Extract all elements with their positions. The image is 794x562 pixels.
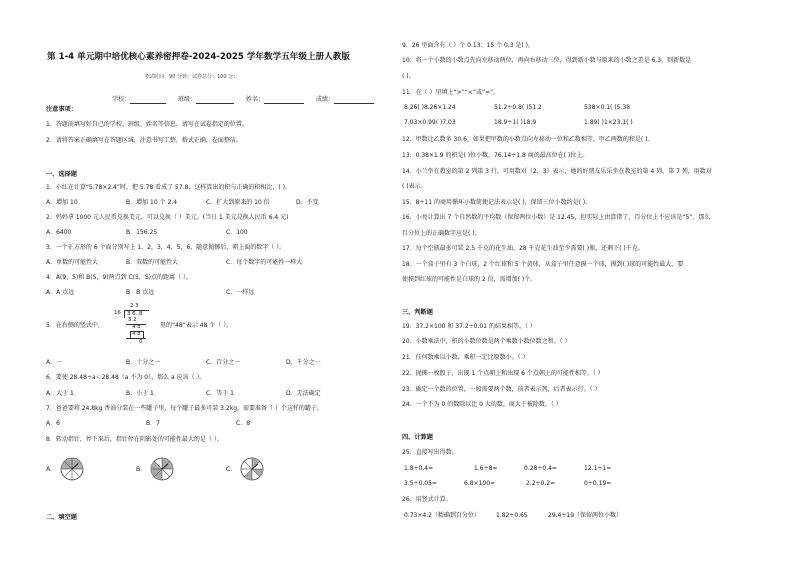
q7-option-a: A．6 <box>46 420 60 427</box>
notes-title: 注意事项： <box>46 106 77 113</box>
q2-option-c: C．100 <box>226 229 248 236</box>
question-17: 17．每个空瓶最多可装 2.5 千克的花生油，28 千克花生油至少需要( )瓶，还剩下( )千克。 <box>402 245 644 252</box>
question-3: 3．一个正方形的 6 个面分别写上 1，2，3，4，5，6，随意抛掷后，朝上面的数字（ ）。 <box>46 244 286 251</box>
q25-item-8: 0÷0.19= <box>584 480 612 487</box>
q25-item-3: 0.28÷0.4= <box>524 465 557 472</box>
q5-option-b: B．十分之一 <box>126 359 161 366</box>
question-15: 15．8÷11 的商用循环小数简便记法表示是( )，保留三位小数约是( )。 <box>402 199 592 206</box>
question-9: 9．26 里面含有（ ）个 0.13；15 个 0.3 是( )。 <box>402 42 535 49</box>
q3-option-b: B．双数的可能性大 <box>126 259 179 266</box>
question-11: 11．在（ ）里填上“>”“<”或“=”。 <box>402 89 500 96</box>
section4-title: 四、计算题 <box>402 434 433 441</box>
q3-option-a: A．单数的可能性大 <box>46 259 99 266</box>
question-16-line1: 16．小亮计算出 7 个自然数的平均数（保留两位小数）是 12.45，但实际上由算错了，百分位上不应该是“5”。那么 <box>402 214 711 221</box>
q11-item-3: 538×0.1( )5.38 <box>584 104 630 111</box>
q5-option-d: D．千分之一 <box>286 359 321 366</box>
vd-dividend: 3 6. 8 <box>124 310 149 318</box>
q25-item-7: 2.2÷0.2= <box>526 480 556 487</box>
question-16-line2: 百分位上的正确数字应是( )。 <box>402 230 481 237</box>
q6-option-b: B．小于 1 <box>126 390 154 397</box>
question-24: 24．一个不为 0 的数除以比 0 大的数，商大于被除数。（ ） <box>402 401 562 408</box>
field-class: 班级： <box>178 96 234 104</box>
question-5-suffix: 里的“48”表示 48 个（ ）。 <box>160 322 233 329</box>
q25-item-2: 1.6÷8= <box>474 465 498 472</box>
vd-row-1: 3 2 <box>128 317 137 323</box>
q5-option-a: A．一 <box>46 359 63 366</box>
q11-item-1: 8.26( )8.26×1.24 <box>404 104 456 111</box>
q1-option-b: B．增加 10 个 2.4 <box>126 199 178 206</box>
vd-divisor: 16 <box>114 310 121 316</box>
exam-title: 第 1-4 单元期中培优核心素养密押卷-2024-2025 学年数学五年级上册人教版 <box>47 52 350 62</box>
question-14-line2: ( )表示。 <box>402 183 427 190</box>
q26-item-3: 29.4÷19（保留两位小数） <box>548 512 623 519</box>
vertical-division <box>114 303 158 355</box>
section2-title: 二、填空题 <box>46 514 77 521</box>
q25-item-6: 6.8×100= <box>464 480 496 487</box>
question-6: 6．要使 28.48÷a＜28.48（a 不为 0），那么 a 应该（ ）。 <box>46 374 206 381</box>
question-8: 8．转动指针，停下来后，指针停在阴影处的可能性最大的是（ ）。 <box>46 436 223 443</box>
q4-option-a: A．A 点远 <box>46 289 75 296</box>
q6-option-a: A．大于 1 <box>46 390 74 397</box>
q1-option-d: D．不变 <box>296 199 319 206</box>
section3-title: 三、判断题 <box>402 309 433 316</box>
q11-item-4: 7.03×0.99( )7.03 <box>404 119 456 126</box>
exam-meta: 考试时间：90 分钟；试卷总分：100 分； <box>144 74 239 80</box>
vd-row-4: 0 <box>139 339 143 345</box>
q2-option-a: A．6400 <box>46 229 72 236</box>
vd-line-2 <box>126 338 146 339</box>
spinner-b-icon <box>150 457 174 481</box>
vd-quotient: 2 3 <box>130 303 139 309</box>
q4-option-c: C．一样远 <box>226 289 255 296</box>
q2-option-b: B．156.25 <box>126 229 158 236</box>
question-19: 19．37.2×100 和 37.2÷0.01 的结果相等。（ ） <box>402 323 536 330</box>
q25-item-1: 1.8÷0.4= <box>404 465 434 472</box>
q6-option-c: C．等于 1 <box>206 390 234 397</box>
q25-item-4: 12.1÷1= <box>584 465 612 472</box>
question-5-prefix: 5．在右侧的竖式中， <box>46 322 104 329</box>
q8-option-c: C． <box>226 466 237 473</box>
question-21: 21．任何数乘以小数，乘积一定比原数小。（ ） <box>402 354 529 361</box>
q26-item-2: 1.82÷0.65 <box>496 512 528 519</box>
question-4: 4．A(9，5)和 B(5，9)两点到 C(5，5)点的距离（ ）。 <box>46 274 192 281</box>
question-22: 22．抛掷一枚骰子，出现 1 个点朝上和出现 6 个点朝上的可能性相等。（ ） <box>402 370 604 377</box>
q4-option-b: B．B 点远 <box>126 289 155 296</box>
field-score: 成绩： <box>316 96 374 104</box>
question-18-line2: 使摸到红球的可能性是白球的 2 倍，需增加( )个。 <box>402 276 537 283</box>
question-25: 25．直接写出得数。 <box>402 449 458 456</box>
note-2: 2．请将答案正确填写在答题区域，注意书写工整，格式正确，卷面整洁。 <box>46 137 242 144</box>
q1-option-c: C．扩大到原来的 10 倍 <box>206 199 270 206</box>
q6-option-d: D．无法确定 <box>286 390 321 397</box>
q8-option-a: A． <box>46 466 57 473</box>
q3-option-c: C．每个数字的可能性一样大 <box>226 259 303 266</box>
vd-row-3: 4 8 <box>132 331 141 337</box>
question-7: 7．爸爸要将 24.8kg 香油分装在一些罐子里，每个罐子最多可装 3.2kg，需要准备（ ）个这样的罐子。 <box>46 405 323 412</box>
spinner-a-icon <box>60 457 84 481</box>
question-23: 23．确定一个数的位置，一般需要两个数，前者表示列，后者表示行。（ ） <box>402 386 601 393</box>
q5-option-c: C．百分之一 <box>206 359 241 366</box>
question-12: 12．甲数比乙数多 30.6，如果把甲数的小数点向左移动一位和乙数相等，甲乙两数的和是( )。 <box>402 136 654 143</box>
question-18-line1: 18．一个盒子里有 3 个白球，2 个红球和 5 个黄球，从盒子里任意摸一个球，摸到( )球的可能性最大，要 <box>402 261 684 268</box>
question-2: 2．妈妈拿 1000 元人民币兑换美元，可以兑换（ ）美元。(当日 1 美元兑换人民币 6.4 元) <box>46 214 289 221</box>
field-school: 学校： <box>112 96 166 104</box>
q8-option-b: B． <box>136 466 147 473</box>
q11-item-5: 18.9÷1( )18.9 <box>494 119 537 126</box>
q7-option-c: C．8 <box>236 420 251 427</box>
q25-item-5: 3.5÷0.05= <box>404 480 437 487</box>
question-20: 20．小数乘法中，积的小数位数是两个乘数小数位数之和。（ ） <box>402 338 571 345</box>
q26-item-1: 0.73×4.2（精确到百分位） <box>404 512 480 519</box>
question-1: 1．小红在计算“5.78×2.4”时，把 5.78 看成了 57.8，这样算出的积与正确的积相比，( )。 <box>46 184 291 191</box>
note-1: 1．答题前填写好自己的学校、班级、姓名等信息，请写在试卷指定的位置。 <box>46 121 248 128</box>
q7-option-b: B．7 <box>146 420 160 427</box>
question-26: 26．用竖式计算。 <box>402 496 452 503</box>
question-13: 13．0.38×1.9 的积是( )位小数，76.14÷1.8 商的最高位在( )位上。 <box>402 152 589 159</box>
question-10-line2: ( )。 <box>402 73 415 80</box>
section1-title: 一、选择题 <box>46 171 77 178</box>
q11-item-2: 51.2÷0.8( )51.2 <box>494 104 542 111</box>
vd-row-2: 4 8 <box>132 324 141 330</box>
question-10-line1: 10．将一个小数的小数点先向左移动两位，再向右移动三位，得到新小数与原来的小数之差是 6.3，则新数是 <box>402 57 692 64</box>
q1-option-a: A．增加 10 <box>46 199 78 206</box>
question-14-line1: 14．小兰坐在教室的第 2 列第 3 行，可用数对（2，3）表示，她的好朋友乐乐坐在教室的第 4 列、第 7 列，用数对 <box>402 168 712 175</box>
q11-item-6: 1.89( )1×23.1( ) <box>584 119 633 126</box>
field-name: 姓名： <box>246 96 304 104</box>
spinner-c-icon <box>240 457 264 481</box>
